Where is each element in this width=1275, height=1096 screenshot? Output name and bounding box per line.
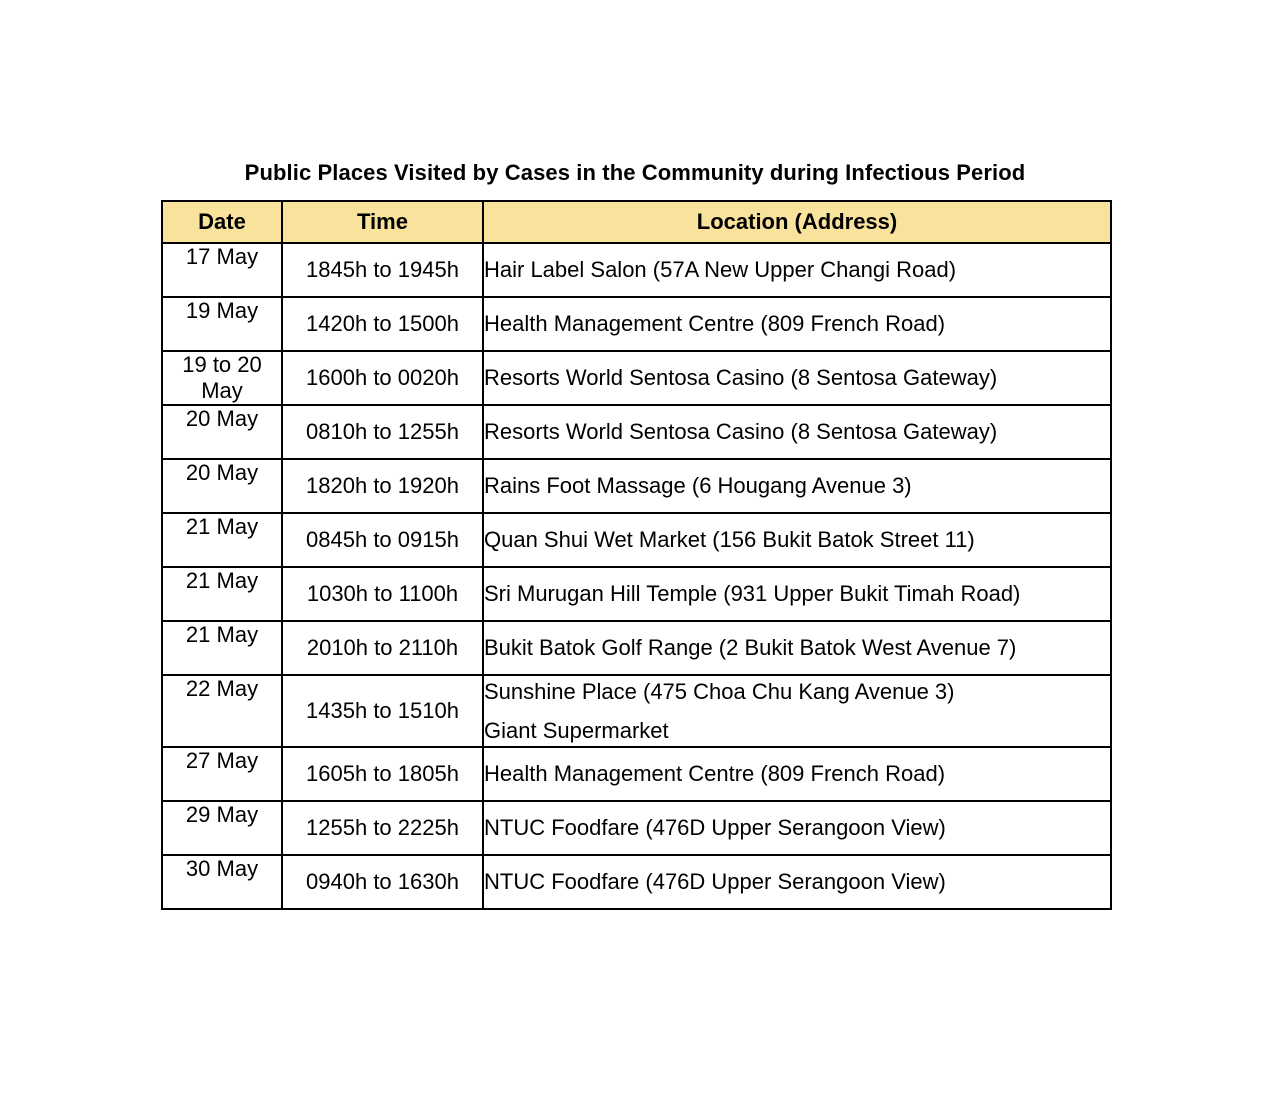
location-text: Sunshine Place (475 Choa Chu Kang Avenue 3) <box>484 678 955 704</box>
time-cell: 1030h to 1100h <box>282 567 483 621</box>
location-text: Rains Foot Massage (6 Hougang Avenue 3) <box>484 473 912 498</box>
date-cell: 19 May <box>162 297 282 351</box>
column-header-date: Date <box>162 201 282 243</box>
date-cell: 20 May <box>162 405 282 459</box>
location-cell <box>483 855 1111 909</box>
table-row <box>162 351 1111 405</box>
table-row <box>162 801 1111 855</box>
location-cell <box>483 513 1111 567</box>
location-text: NTUC Foodfare (476D Upper Serangoon View) <box>484 815 946 840</box>
table-row <box>162 513 1111 567</box>
location-text: Health Management Centre (809 French Road) <box>484 761 946 786</box>
location-text: Bukit Batok Golf Range (2 Bukit Batok West Avenue 7) <box>484 635 1017 660</box>
location-text: NTUC Foodfare (476D Upper Serangoon View) <box>484 869 946 894</box>
location-text: Health Management Centre (809 French Road) <box>484 311 946 336</box>
time-cell: 2010h to 2110h <box>282 621 483 675</box>
time-cell: 0845h to 0915h <box>282 513 483 567</box>
location-cell <box>483 459 1111 513</box>
location-cell <box>483 747 1111 801</box>
location-cell <box>483 351 1111 405</box>
table-row <box>162 747 1111 801</box>
date-cell: 22 May <box>162 675 282 747</box>
location-text: Hair Label Salon (57A New Upper Changi Road) <box>484 257 957 282</box>
time-cell: 1845h to 1945h <box>282 243 483 297</box>
location-cell <box>483 297 1111 351</box>
location-cell <box>483 405 1111 459</box>
date-cell: 21 May <box>162 513 282 567</box>
page-title: Public Places Visited by Cases in the Community during Infectious Period <box>244 160 1026 185</box>
location-cell <box>483 675 1111 747</box>
table-row <box>162 459 1111 513</box>
time-cell: 1255h to 2225h <box>282 801 483 855</box>
table-row <box>162 621 1111 675</box>
public-places-table <box>161 200 1112 910</box>
time-cell: 1820h to 1920h <box>282 459 483 513</box>
location-text: Resorts World Sentosa Casino (8 Sentosa Gateway) <box>484 419 998 444</box>
time-cell: 1435h to 1510h <box>282 675 483 747</box>
time-cell: 1605h to 1805h <box>282 747 483 801</box>
date-cell: 27 May <box>162 747 282 801</box>
table-header-row <box>162 201 1111 243</box>
table-row <box>162 567 1111 621</box>
time-cell: 1420h to 1500h <box>282 297 483 351</box>
date-cell: 17 May <box>162 243 282 297</box>
table-row <box>162 855 1111 909</box>
table-row <box>162 675 1111 747</box>
table-row <box>162 405 1111 459</box>
location-extra-text: Giant Supermarket <box>484 717 669 743</box>
time-cell: 0810h to 1255h <box>282 405 483 459</box>
date-cell: 20 May <box>162 459 282 513</box>
time-cell: 0940h to 1630h <box>282 855 483 909</box>
column-header-time: Time <box>282 201 483 243</box>
date-cell: 19 to 20 May <box>162 351 282 405</box>
location-text: Sri Murugan Hill Temple (931 Upper Bukit Timah Road) <box>484 581 1021 606</box>
table-row <box>162 243 1111 297</box>
location-cell <box>483 567 1111 621</box>
column-header-location: Location (Address) <box>483 201 1111 243</box>
date-cell: 30 May <box>162 855 282 909</box>
location-text: Resorts World Sentosa Casino (8 Sentosa Gateway) <box>484 365 998 390</box>
date-cell: 21 May <box>162 567 282 621</box>
location-cell <box>483 801 1111 855</box>
date-cell: 21 May <box>162 621 282 675</box>
location-text: Quan Shui Wet Market (156 Bukit Batok Street 11) <box>484 527 975 552</box>
location-cell <box>483 243 1111 297</box>
time-cell: 1600h to 0020h <box>282 351 483 405</box>
location-cell <box>483 621 1111 675</box>
date-cell: 29 May <box>162 801 282 855</box>
table-row <box>162 297 1111 351</box>
